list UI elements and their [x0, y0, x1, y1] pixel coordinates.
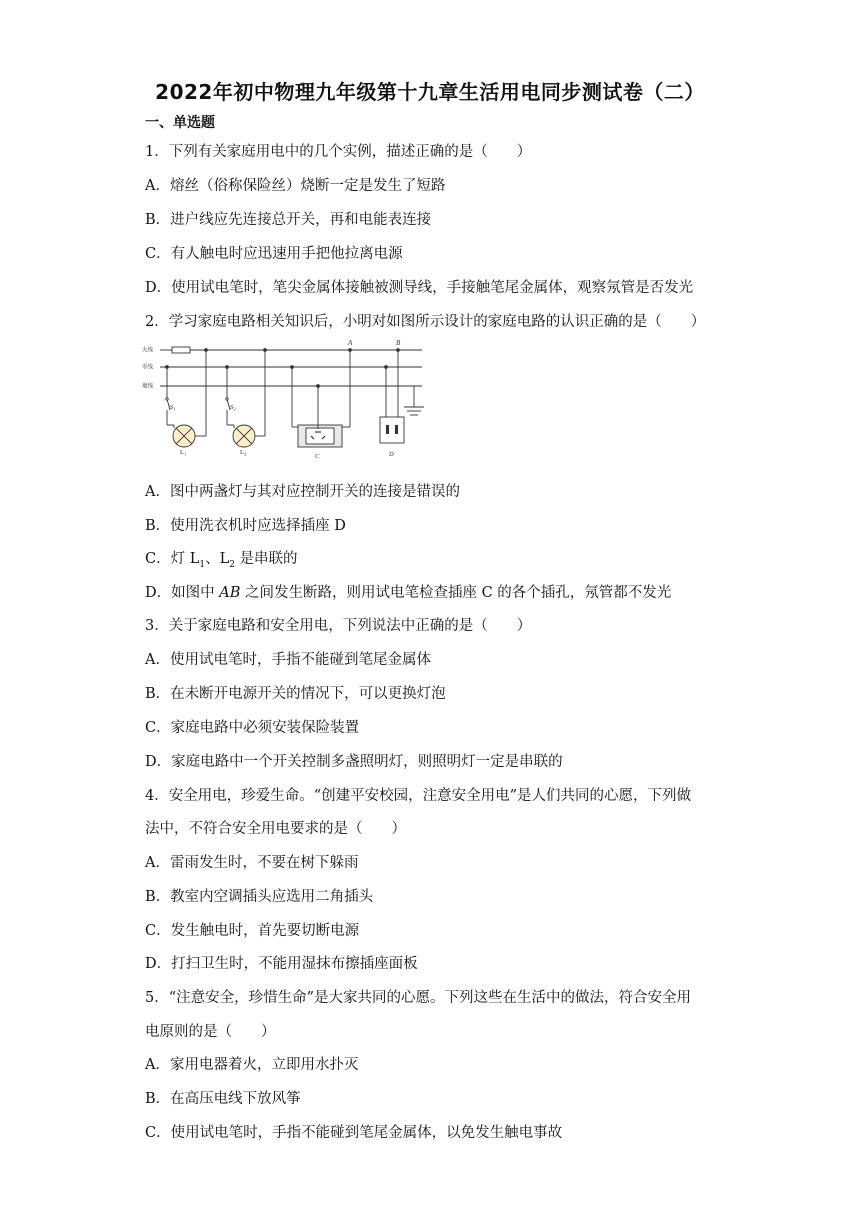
lamp-l2-label: $L_2$	[240, 449, 247, 457]
question-1-option-b: B．进户线应先连接总开关，再和电能表连接	[145, 212, 432, 228]
point-a-label: A	[348, 339, 353, 347]
question-3-option-d: D．家庭电路中一个开关控制多盏照明灯，则照明灯一定是串联的	[145, 754, 563, 770]
question-2-option-d: D．如图中 AB 之间发生断路，则用试电笔检查插座 C 的各个插孔，氖管都不发光	[145, 585, 672, 601]
question-2-stem: 2．学习家庭电路相关知识后，小明对如图所示设计的家庭电路的认识正确的是（ ）	[145, 314, 706, 330]
question-4-stem-line-1: 4．安全用电，珍爱生命。“创建平安校园，注意安全用电”是人们共同的心愿，下列做	[145, 788, 692, 804]
question-5-option-a: A．家用电器着火，立即用水扑灭	[145, 1057, 359, 1073]
question-2-option-c: C．灯 $L_1$、$L_2$ 是串联的	[145, 551, 298, 570]
question-4-option-b: B．教室内空调插头应选用二角插头	[145, 889, 374, 905]
question-3-option-b: B．在未断开电源开关的情况下，可以更换灯泡	[145, 686, 446, 702]
switch-s1-label: $S_1$	[170, 404, 176, 412]
section-heading: 一、单选题	[145, 115, 215, 131]
question-3-option-a: A．使用试电笔时，手指不能碰到笔尾金属体	[145, 652, 431, 668]
socket-c-label: C	[315, 453, 320, 460]
question-5-option-b: B．在高压电线下放风筝	[145, 1091, 301, 1107]
question-4-option-c: C．发生触电时，首先要切断电源	[145, 923, 360, 939]
question-5-stem-line-2: 电原则的是（ ）	[145, 1024, 276, 1040]
switch-s2-label: $S_2$	[230, 404, 236, 412]
question-5-option-c: C．使用试电笔时，手指不能碰到笔尾金属体，以免发生触电事故	[145, 1125, 563, 1141]
question-2-option-a: A．图中两盏灯与其对应控制开关的连接是错误的	[145, 484, 460, 500]
question-1-stem: 1．下列有关家庭用电中的几个实例，描述正确的是（ ）	[145, 144, 532, 160]
lamp-l1-label: $L_1$	[180, 449, 187, 457]
question-1-option-c: C．有人触电时应迅速用手把他拉离电源	[145, 246, 403, 262]
ground-wire-label: 地线	[142, 383, 154, 390]
point-b-label: B	[396, 339, 401, 347]
neutral-wire-label: 零线	[142, 364, 154, 371]
question-3-option-c: C．家庭电路中必须安装保险装置	[145, 720, 360, 736]
question-1-option-a: A．熔丝（俗称保险丝）烧断一定是发生了短路	[145, 178, 446, 194]
question-4-stem-line-2: 法中，不符合安全用电要求的是（ ）	[145, 821, 406, 837]
page-title: 2022年初中物理九年级第十九章生活用电同步测试卷（二）	[155, 80, 705, 104]
question-4-option-d: D．打扫卫生时，不能用湿抹布擦插座面板	[145, 956, 418, 972]
circuit-diagram	[140, 337, 430, 462]
live-wire-label: 火线	[142, 347, 154, 354]
socket-d-label: D	[389, 451, 394, 458]
question-5-stem-line-1: 5．“注意安全，珍惜生命”是大家共同的心愿。下列这些在生活中的做法，符合安全用	[145, 990, 692, 1006]
question-1-option-d: D．使用试电笔时，笔尖金属体接触被测导线，手接触笔尾金属体，观察氖管是否发光	[145, 280, 694, 296]
question-3-stem: 3．关于家庭电路和安全用电，下列说法中正确的是（ ）	[145, 618, 532, 634]
socket-d	[380, 417, 404, 443]
question-4-option-a: A．雷雨发生时，不要在树下躲雨	[145, 855, 359, 871]
fuse	[172, 347, 190, 353]
question-2-option-b: B．使用洗衣机时应选择插座 D	[145, 518, 346, 534]
